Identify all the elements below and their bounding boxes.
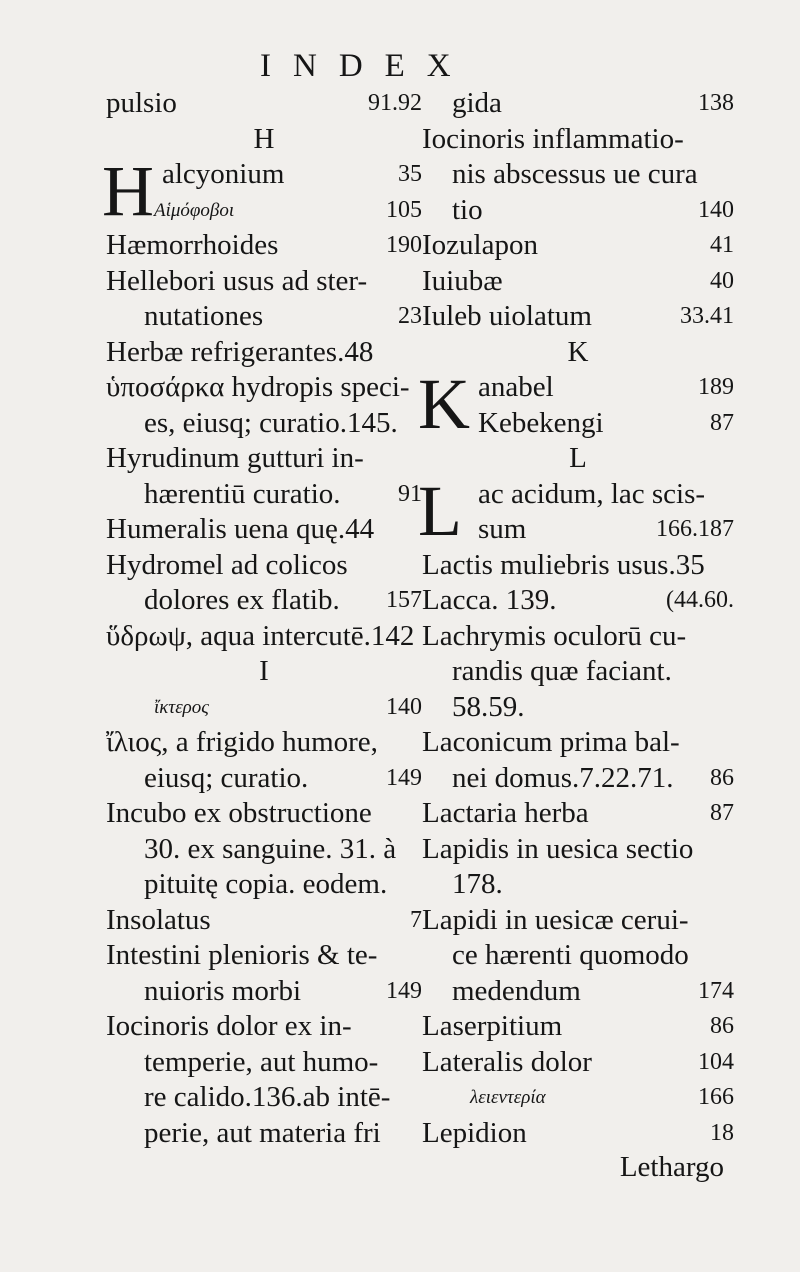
entry-text: Lactaria herba xyxy=(422,797,589,829)
entry-text: K xyxy=(567,335,589,368)
entry-text: ce hærenti quomodo xyxy=(452,939,689,971)
index-entry xyxy=(106,1009,422,1045)
index-entry xyxy=(422,1080,734,1116)
section-letter xyxy=(422,441,734,477)
entry-text: alcyonium xyxy=(162,158,285,190)
page-reference: 105 xyxy=(386,196,422,223)
index-entry xyxy=(106,477,422,513)
index-entry xyxy=(106,583,422,619)
entry-text: Lateralis dolor xyxy=(422,1045,592,1078)
entry-text: ἴλιος, a frigido humore, xyxy=(106,726,378,758)
entry-text: dolores ex flatib. xyxy=(144,584,340,616)
entry-text: Αἱμόφοβοι xyxy=(154,199,235,221)
entry-text: ac acidum, lac scis- xyxy=(478,477,706,510)
entry-text: 30. ex sanguine. 31. à xyxy=(144,832,397,865)
entry-text: Hyrudinum gutturi in- xyxy=(106,442,364,474)
page-reference: 35 xyxy=(398,161,422,187)
entry-text: L xyxy=(569,442,587,474)
entry-text: 58.59. xyxy=(452,690,525,723)
index-entry xyxy=(106,335,422,371)
page-reference: 189 xyxy=(698,374,734,400)
page-header: INDEX xyxy=(260,48,473,84)
page-reference: 87 xyxy=(710,800,734,826)
drop-capital: H xyxy=(102,151,154,231)
index-entry xyxy=(106,264,422,300)
index-entry xyxy=(422,796,734,832)
page-reference: 86 xyxy=(710,764,734,791)
page-reference: 91.92 xyxy=(368,90,422,116)
entry-text: Laserpitium xyxy=(422,1010,563,1042)
index-entry xyxy=(422,832,734,868)
page-reference: 40 xyxy=(710,267,734,294)
page-reference: 174 xyxy=(698,977,734,1004)
entry-text: temperie, aut humo- xyxy=(144,1045,379,1078)
index-entry xyxy=(106,690,422,726)
entry-text: Lapidi in uesicæ cerui- xyxy=(422,903,689,936)
page-reference: 86 xyxy=(710,1013,734,1039)
index-entry xyxy=(106,974,422,1010)
entry-text: nutationes xyxy=(144,300,264,332)
index-entry xyxy=(106,867,422,903)
index-entry xyxy=(422,548,734,584)
index-entry xyxy=(422,1009,734,1045)
index-entry xyxy=(422,690,734,726)
index-entry xyxy=(106,619,422,655)
index-entry xyxy=(422,725,734,761)
page-reference: 23 xyxy=(398,303,422,329)
entry-text: re calido.136.ab intē- xyxy=(144,1081,391,1113)
page-reference: 140 xyxy=(698,196,734,223)
index-entry xyxy=(422,228,734,264)
entry-text: Humeralis uena quę.44 xyxy=(106,513,375,545)
index-entry xyxy=(106,761,422,797)
entry-text: Iozulapon xyxy=(422,229,538,261)
entry-text: ὑποσάρκα hydropis speci- xyxy=(106,371,410,403)
page-reference: 7 xyxy=(410,906,422,933)
entry-text: pulsio xyxy=(106,87,177,119)
page-reference: 190 xyxy=(386,232,422,258)
index-entry xyxy=(106,1045,422,1081)
page-reference: 33.41 xyxy=(680,303,734,329)
entry-text: nis abscessus ue cura xyxy=(452,158,698,190)
entry-text: tio xyxy=(452,193,483,226)
index-entry xyxy=(106,938,422,974)
index-entry xyxy=(106,299,422,335)
entry-text: nuioris morbi xyxy=(144,974,302,1007)
index-entry xyxy=(422,1045,734,1081)
section-letter xyxy=(106,654,422,690)
right-column xyxy=(418,86,734,1151)
drop-capital: K xyxy=(418,364,470,444)
index-entry xyxy=(106,86,422,122)
entry-text: anabel xyxy=(478,371,554,403)
index-entry xyxy=(106,1080,422,1116)
entry-text: eiusq; curatio. xyxy=(144,761,309,794)
entry-text: sum xyxy=(478,513,527,545)
index-entry xyxy=(422,157,734,193)
entry-text: es, eiusq; curatio.145. xyxy=(144,406,398,439)
page-reference: 149 xyxy=(386,977,422,1004)
page-reference: 149 xyxy=(386,764,422,791)
entry-text: medendum xyxy=(452,974,581,1007)
entry-text: 178. xyxy=(452,868,503,900)
entry-text: hærentiū curatio. xyxy=(144,477,341,510)
index-entry xyxy=(422,619,734,655)
index-entry xyxy=(422,512,734,548)
entry-text: I xyxy=(259,655,269,687)
index-entry xyxy=(106,725,422,761)
index-entry xyxy=(422,122,734,158)
entry-text: Hæmorrhoides xyxy=(106,229,279,261)
entry-text: Insolatus xyxy=(106,903,211,936)
index-entry xyxy=(422,264,734,300)
index-entry xyxy=(106,441,422,477)
index-entry xyxy=(422,938,734,974)
entry-text: perie, aut materia fri xyxy=(144,1116,381,1149)
index-entry xyxy=(422,974,734,1010)
entry-text: Hydromel ad colicos xyxy=(106,548,348,581)
index-entry xyxy=(106,832,422,868)
entry-text: Iocinoris inflammatio- xyxy=(422,122,684,155)
page-reference: 87 xyxy=(710,409,734,436)
page-reference: (44.60. xyxy=(666,587,734,613)
entry-text: Incubo ex obstructione xyxy=(106,797,372,829)
page-reference: 138 xyxy=(698,90,734,116)
entry-text: Iuleb uiolatum xyxy=(422,300,592,332)
index-entry xyxy=(422,761,734,797)
entry-text: randis quæ faciant. xyxy=(452,655,672,687)
entry-text: Lachrymis oculorū cu- xyxy=(422,619,687,652)
entry-text: ἴκτερος xyxy=(154,696,210,718)
entry-text: Herbæ refrigerantes.48 xyxy=(106,335,374,368)
page-reference: 166 xyxy=(698,1084,734,1110)
entry-text: nei domus.7.22.71. xyxy=(452,761,674,794)
left-column xyxy=(102,86,422,1151)
entry-text: Hellebori usus ad ster- xyxy=(106,264,368,297)
entry-text: λειεντερία xyxy=(470,1087,546,1108)
entry-text: Iocinoris dolor ex in- xyxy=(106,1010,352,1042)
entry-text: Lapidis in uesica sectio xyxy=(422,832,694,865)
page-reference: 91 xyxy=(398,480,422,507)
page-reference: 18 xyxy=(710,1119,734,1146)
entry-text: Kebekengi xyxy=(478,406,604,439)
index-entry xyxy=(422,299,734,335)
entry-text: Lepidion xyxy=(422,1116,527,1149)
page-reference: 157 xyxy=(386,587,422,613)
entry-text: Intestini plenioris & te- xyxy=(106,939,378,971)
index-entry xyxy=(106,903,422,939)
entry-text: pituitę copia. eodem. xyxy=(144,868,388,900)
entry-text: ὕδρωψ, aqua intercutē.142 xyxy=(106,619,415,652)
index-entry xyxy=(106,796,422,832)
index-entry xyxy=(422,654,734,690)
index-entry xyxy=(422,903,734,939)
entry-text: Lacca. 139. xyxy=(422,584,557,616)
index-entry xyxy=(106,548,422,584)
catchword: Lethargo xyxy=(619,1151,724,1183)
entry-text: Iuiubæ xyxy=(422,264,503,297)
entry-text: Lactis muliebris usus.35 xyxy=(422,548,705,581)
page-reference: 166.187 xyxy=(656,516,734,542)
index-entry xyxy=(422,193,734,229)
entry-text: Laconicum prima bal- xyxy=(422,726,680,758)
page-reference: 140 xyxy=(386,693,422,720)
entry-text: H xyxy=(253,122,275,155)
index-entry xyxy=(422,583,734,619)
index-entry xyxy=(422,86,734,122)
index-entry xyxy=(106,512,422,548)
index-entry xyxy=(106,370,422,406)
index-entry xyxy=(106,228,422,264)
entry-text: gida xyxy=(452,87,502,119)
drop-capital: L xyxy=(418,470,462,551)
index-entry xyxy=(106,406,422,442)
index-entry xyxy=(422,406,734,442)
index-entry xyxy=(422,1116,734,1152)
index-entry xyxy=(422,867,734,903)
page-reference: 41 xyxy=(710,232,734,258)
index-entry xyxy=(106,1116,422,1152)
index-entry xyxy=(106,193,422,229)
page-reference: 104 xyxy=(698,1048,734,1075)
